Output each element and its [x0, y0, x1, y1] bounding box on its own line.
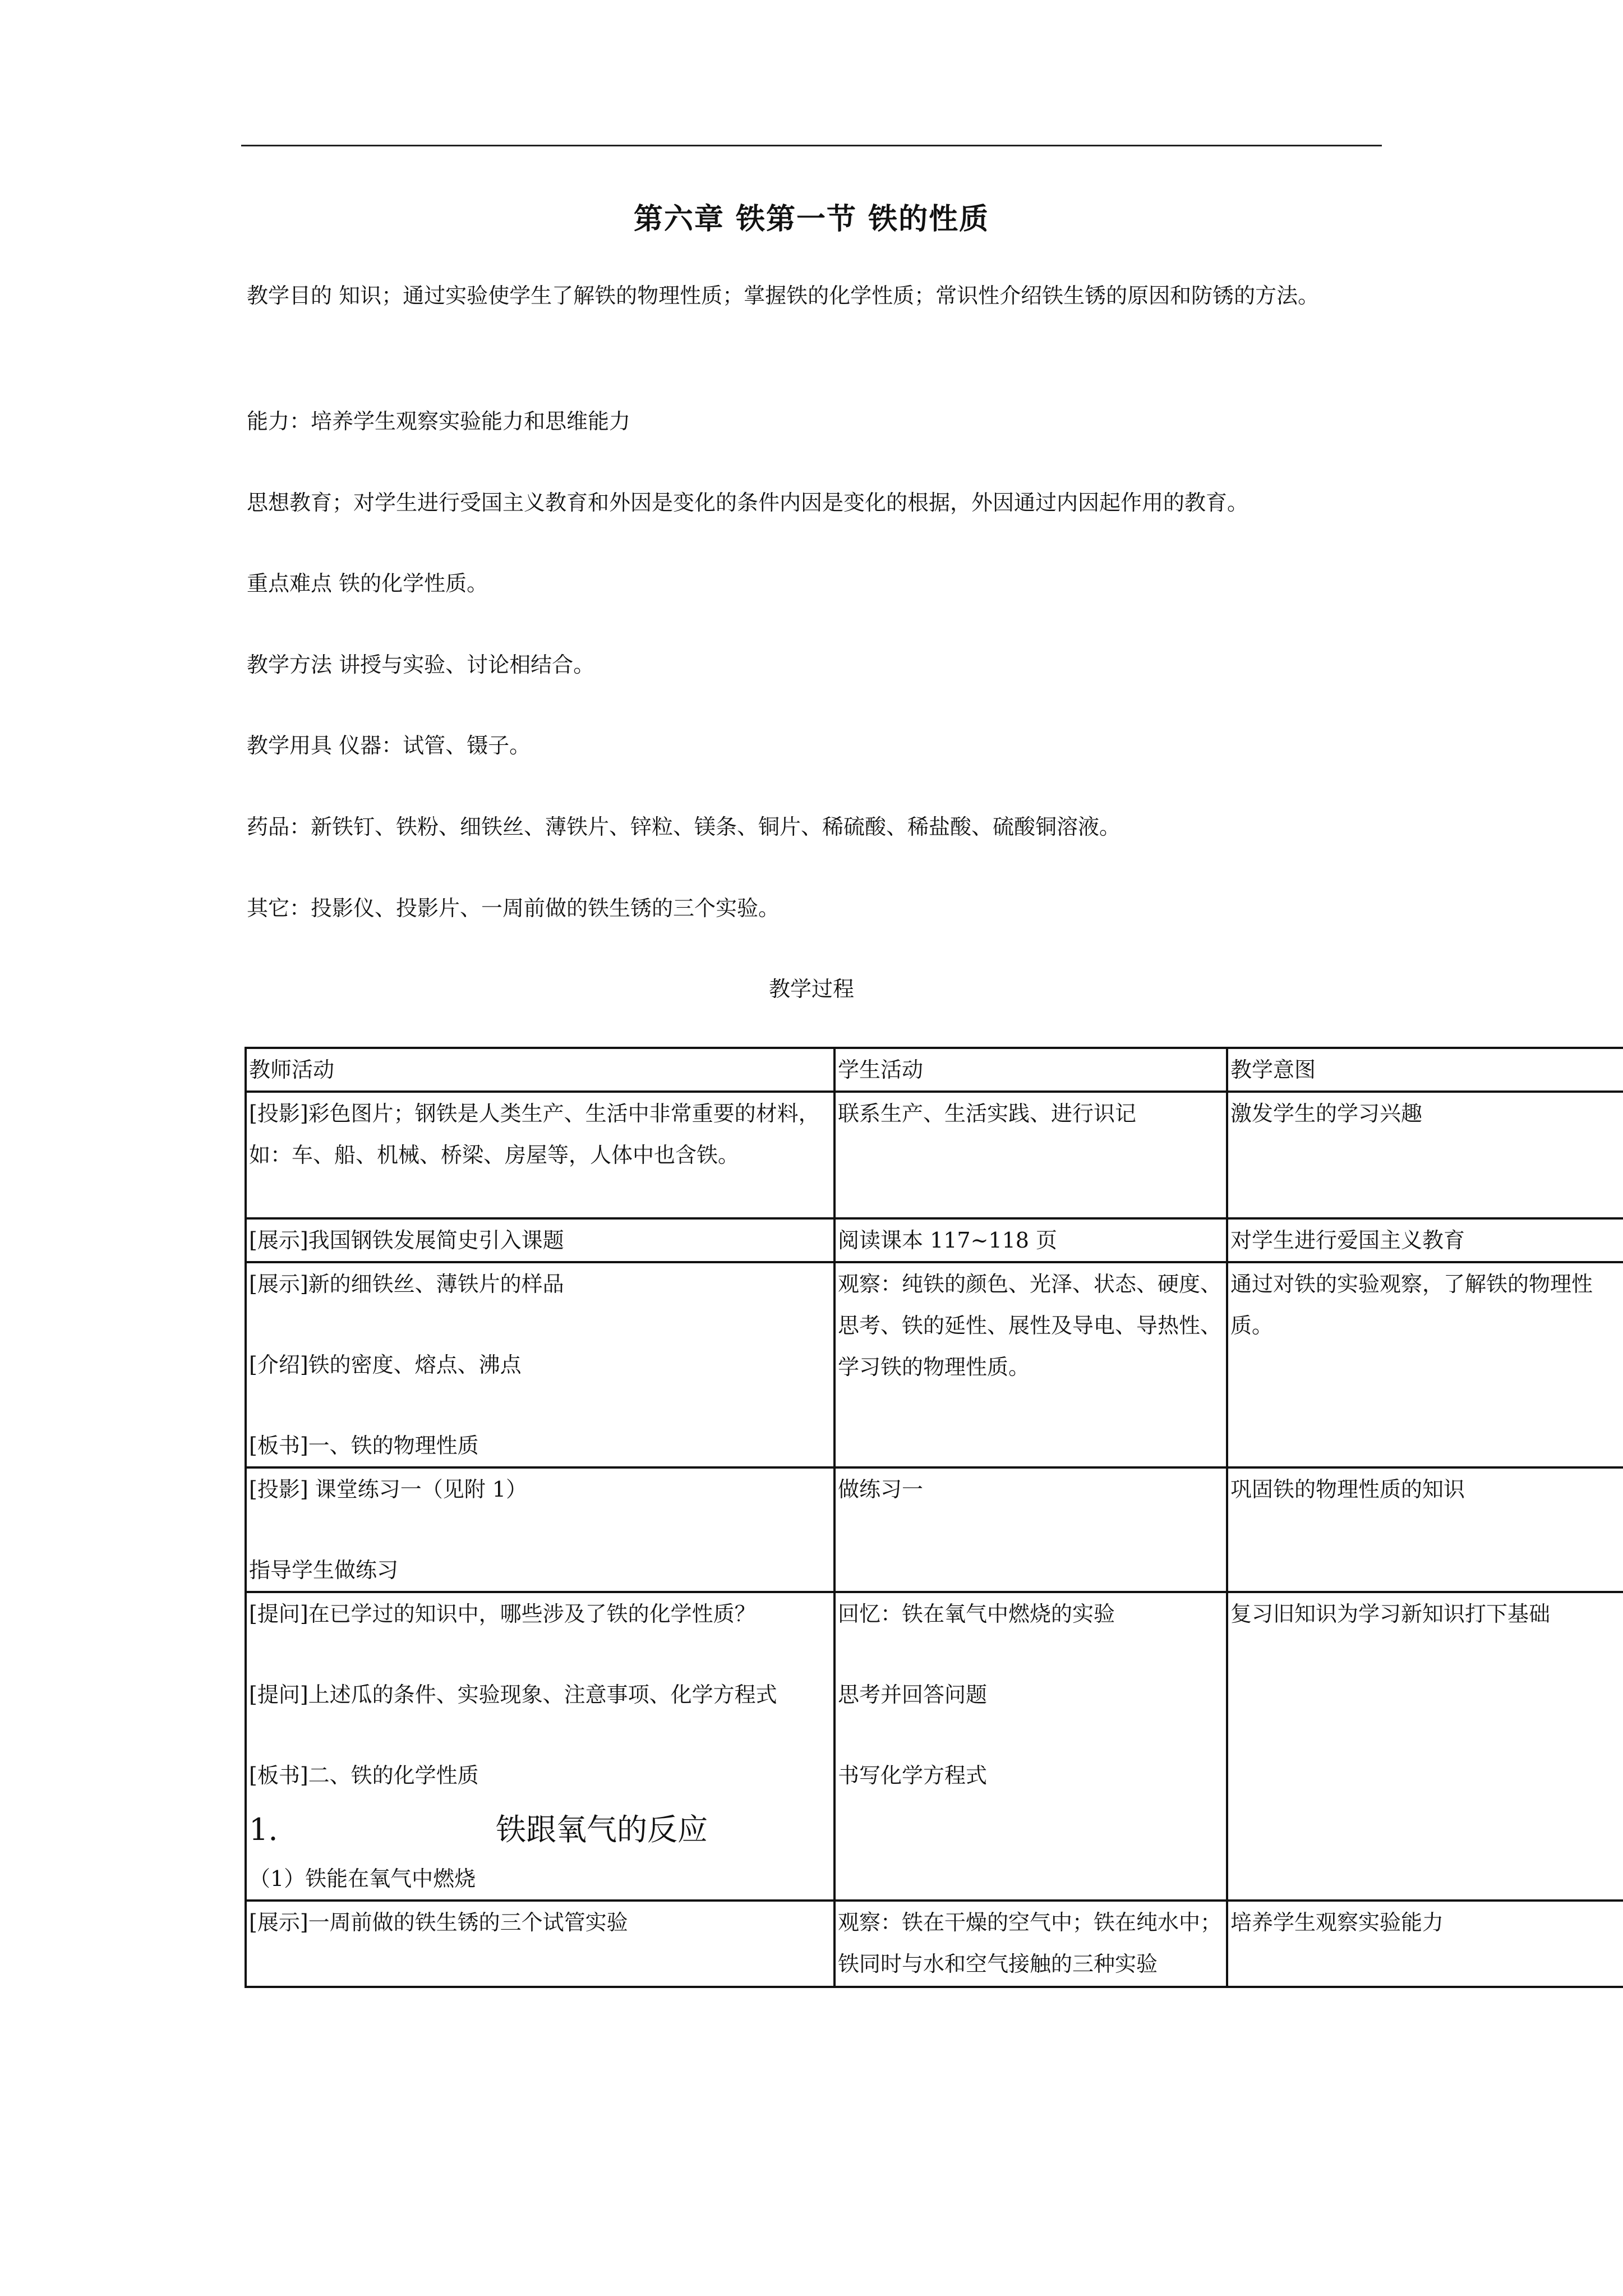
teacher-cell: [展示]新的细铁丝、薄铁片的样品 [介绍]铁的密度、熔点、沸点 [板书]一、铁的物理性质 [246, 1262, 834, 1467]
teacher-cell: [提问]在已学过的知识中，哪些涉及了铁的化学性质？ [提问]上述瓜的条件、实验现象、注意事项、化学方程式 [板书]二、铁的化学性质 1. 铁跟氧气的反应 （1）铁能在氧气中燃烧 [246, 1592, 834, 1901]
table-row [246, 1092, 1623, 1218]
objectives-paragraph: 教学目的 知识；通过实验使学生了解铁的物理性质；掌握铁的化学性质；常识性介绍铁生锈的原因和防锈的方法。 [247, 283, 1320, 308]
intent-cell: 复习旧知识为学习新知识打下基础 [1227, 1592, 1623, 1901]
equipment-paragraph: 教学用具 仪器：试管、镊子。 [247, 733, 531, 758]
header-rule [241, 145, 1382, 146]
ability-paragraph: 能力：培养学生观察实验能力和思维能力 [247, 409, 631, 434]
ideology-paragraph: 思想教育；对学生进行受国主义教育和外因是变化的条件内因是变化的根据，外因通过内因起作用的教育。 [247, 490, 1249, 515]
key-points-paragraph: 重点难点 铁的化学性质。 [247, 571, 488, 596]
document-title: 第六章 铁第一节 铁的性质 [633, 202, 990, 236]
student-cell: 回忆：铁在氧气中燃烧的实验 思考并回答问题 书写化学方程式 [834, 1592, 1227, 1901]
intent-cell: 通过对铁的实验观察，了解铁的物理性质。 [1227, 1262, 1623, 1467]
teaching-process-table [245, 1047, 1623, 1988]
chemicals-paragraph: 药品：新铁钉、铁粉、细铁丝、薄铁片、锌粒、镁条、铜片、稀硫酸、稀盐酸、硫酸铜溶液。 [247, 815, 1121, 839]
student-cell: 联系生产、生活实践、进行识记 [834, 1092, 1227, 1218]
intent-cell: 巩固铁的物理性质的知识 [1227, 1467, 1623, 1592]
student-cell: 观察：纯铁的颜色、光泽、状态、硬度、思考、铁的延性、展性及导电、导热性、学习铁的物理性质。 [834, 1262, 1227, 1467]
header-student: 学生活动 [834, 1048, 1227, 1092]
section-heading: 1. 铁跟氧气的反应 [249, 1812, 708, 1847]
teacher-cell: [展示]我国钢铁发展简史引入课题 [246, 1218, 834, 1262]
others-paragraph: 其它：投影仪、投影片、一周前做的铁生锈的三个实验。 [247, 896, 780, 921]
table-row [246, 1901, 1623, 1987]
table-row [246, 1218, 1623, 1262]
intent-cell: 激发学生的学习兴趣 [1227, 1092, 1623, 1218]
student-cell: 做练习一 [834, 1467, 1227, 1592]
intent-cell: 对学生进行爱国主义教育 [1227, 1218, 1623, 1262]
header-intent: 教学意图 [1227, 1048, 1623, 1092]
table-row [246, 1592, 1623, 1901]
table-header-row [246, 1048, 1623, 1092]
teacher-cell: [展示]一周前做的铁生锈的三个试管实验 [246, 1901, 834, 1987]
table-row [246, 1262, 1623, 1467]
subsection-label: （1）铁能在氧气中燃烧 [249, 1866, 476, 1891]
table-row [246, 1467, 1623, 1592]
teacher-cell: [投影]彩色图片；钢铁是人类生产、生活中非常重要的材料，如：车、船、机械、桥梁、房屋等，人体中也含铁。 [246, 1092, 834, 1218]
header-teacher: 教师活动 [246, 1048, 834, 1092]
student-cell: 观察：铁在干燥的空气中；铁在纯水中；铁同时与水和空气接触的三种实验 [834, 1901, 1227, 1987]
intent-cell: 培养学生观察实验能力 [1227, 1901, 1623, 1987]
student-cell: 阅读课本 117~118 页 [834, 1218, 1227, 1262]
process-label: 教学过程 [768, 977, 854, 1001]
method-paragraph: 教学方法 讲授与实验、讨论相结合。 [247, 652, 595, 677]
teacher-cell: [投影] 课堂练习一（见附 1） 指导学生做练习 [246, 1467, 834, 1592]
